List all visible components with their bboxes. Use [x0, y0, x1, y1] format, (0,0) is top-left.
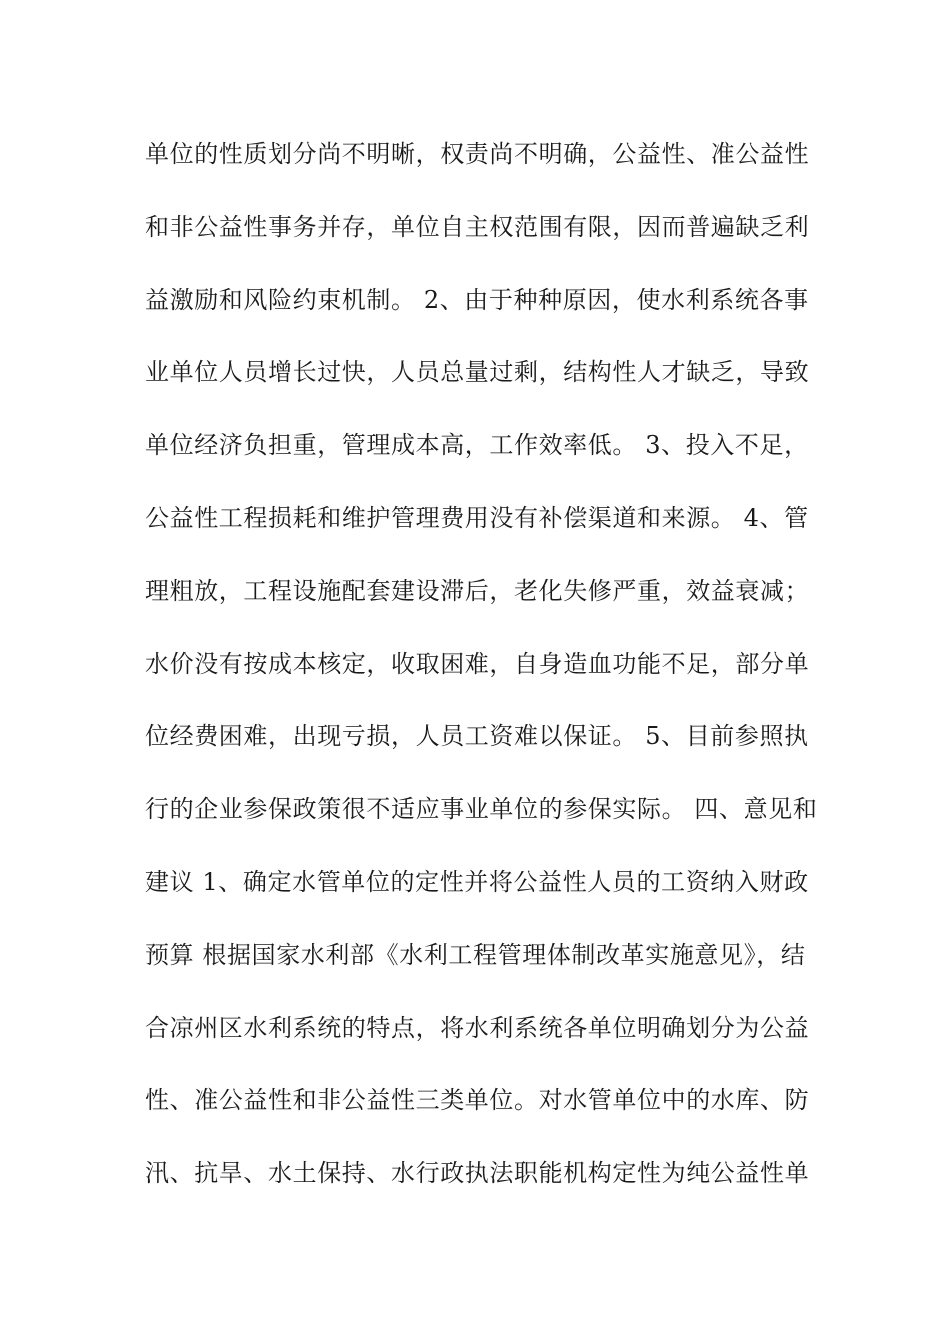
text-line: 单位经济负担重，管理成本高，工作效率低。 3、投入不足， — [145, 431, 809, 460]
body-text — [145, 128, 817, 1220]
text-line: 行的企业参保政策很不适应事业单位的参保实际。 四、意见和 — [145, 795, 818, 824]
text-line: 单位的性质划分尚不明晰，权责尚不明确，公益性、准公益性 — [145, 140, 810, 168]
text-line: 理粗放，工程设施配套建设滞后，老化失修严重，效益衰减； — [145, 576, 810, 605]
text-line: 建议 1、确定水管单位的定性并将公益性人员的工资纳入财政 — [145, 867, 809, 896]
text-line: 水价没有按成本核定，收取困难，自身造血功能不足，部分单 — [145, 649, 810, 678]
text-line: 公益性工程损耗和维护管理费用没有补偿渠道和来源。 4、管 — [145, 503, 809, 532]
text-line: 预算 根据国家水利部《水利工程管理体制改革实施意见》，结 — [145, 940, 806, 969]
text-line: 位经费困难，出现亏损，人员工资难以保证。 5、目前参照执 — [145, 722, 809, 751]
text-line: 和非公益性事务并存，单位自主权范围有限，因而普遍缺乏利 — [145, 212, 810, 241]
text-line: 益激励和风险约束机制。 2、由于种种原因，使水利系统各事 — [145, 285, 809, 314]
text-line: 汛、抗旱、水土保持、水行政执法职能机构定性为纯公益性单 — [145, 1159, 810, 1188]
text-line: 合凉州区水利系统的特点，将水利系统各单位明确划分为公益 — [145, 1013, 810, 1042]
text-line: 业单位人员增长过快，人员总量过剩，结构性人才缺乏，导致 — [145, 358, 810, 387]
text-line: 性、准公益性和非公益性三类单位。对水管单位中的水库、防 — [145, 1086, 810, 1115]
